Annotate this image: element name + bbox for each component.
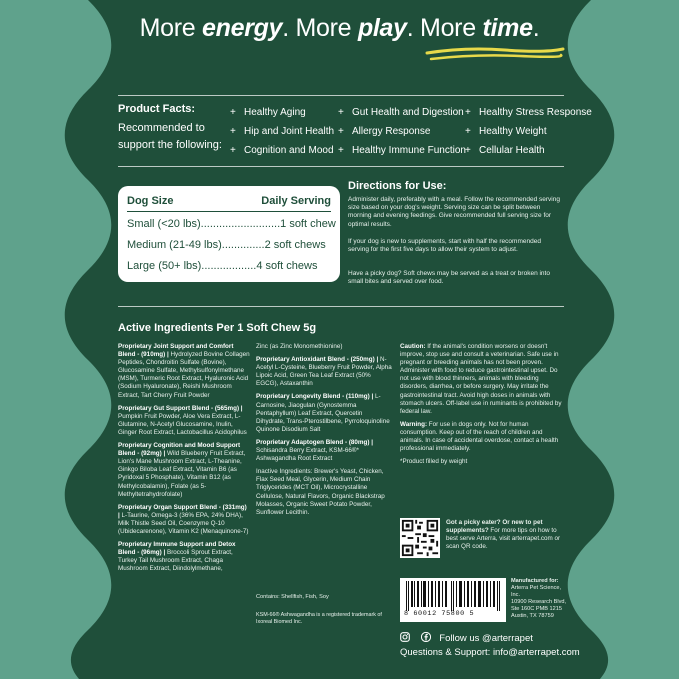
directions-paragraph-3: Have a picky dog? Soft chews may be served as a treat or broken into small bites and served over food. bbox=[348, 270, 550, 286]
divider-top bbox=[118, 95, 564, 96]
product-facts-col1 bbox=[230, 103, 334, 160]
directions-title: Directions for Use: bbox=[348, 180, 447, 192]
manufacturer-line: 10900 Research Blvd, bbox=[511, 599, 567, 605]
facebook-icon[interactable] bbox=[421, 632, 431, 642]
ingredient-blend: Proprietary Longevity Blend - (110mg) | L-Carnosine, Jiaogulan (Gynostemma Pentaphyllum) Leaf Extract, Quercetin Dihydrate, Trans-Pterostilbene, Pyrroloquinoline Quinone Disodium Salt bbox=[256, 393, 390, 433]
fact-item: + Healthy Weight bbox=[465, 122, 592, 141]
qr-code[interactable] bbox=[400, 518, 440, 558]
ingredients-col2 bbox=[256, 343, 392, 522]
product-facts-col2 bbox=[338, 103, 466, 160]
fact-item: + Allergy Response bbox=[338, 122, 466, 141]
manufacturer-line: Arterra Pet Science, Inc. bbox=[511, 585, 562, 598]
support-contact[interactable]: Questions & Support: info@arterrapet.com bbox=[400, 647, 580, 658]
fact-item: + Gut Health and Digestion bbox=[338, 103, 466, 122]
table-row: Medium (21-49 lbs)..............2 soft chews bbox=[127, 239, 326, 251]
fact-item: + Healthy Immune Function bbox=[338, 141, 466, 160]
picky-eater-note: Got a picky eater? Or new to pet supplements? For more tips on how to best serve Arterra, visit arterrapet.com or scan QR code. bbox=[446, 519, 561, 550]
header-dog-size: Dog Size bbox=[127, 195, 174, 207]
social-row bbox=[400, 632, 533, 644]
follow-us-text: Follow us @arterrapet bbox=[439, 633, 533, 644]
manufacturer-line: Ste 160C PMB 1215 bbox=[511, 606, 562, 612]
headline-time: time bbox=[482, 14, 533, 42]
ingredient-blend: Zinc (as Zinc Monomethionine) bbox=[256, 343, 343, 350]
fact-item: + Cognition and Mood bbox=[230, 141, 334, 160]
barcode-number: 8 60012 75800 5 bbox=[404, 610, 475, 618]
caution-text: Caution: If the animal's condition worsens or doesn't improve, stop use and consult a veterinarian. Safe use in pregnant or breeding animals has not been proven. Administer with food to reduce gastrointestinal upset. Do not use with blood thinners, animals with bleeding disorders, diarrhea, or before surgery. May irritate the gastrointestinal tract. Avoid high doses in animals with stomach ulcers. Off-label use in ruminants is prohibited by federal law. bbox=[400, 343, 562, 415]
fill-note: *Product filled by weight bbox=[400, 458, 468, 466]
fact-item: + Healthy Stress Response bbox=[465, 103, 592, 122]
fact-item: + Cellular Health bbox=[465, 141, 592, 160]
directions-paragraph-1: Administer daily, preferably with a meal. Follow the recommended serving size based on your dog's weight. Serving size can be split between morning and evening feedings. Give recommended full serving size for optimal results. bbox=[348, 196, 560, 228]
ksm-trademark-note: KSM-66® Ashwagandha is a registered trademark of Ixoreal Biomed Inc. bbox=[256, 612, 382, 625]
fact-item: + Hip and Joint Health bbox=[230, 122, 334, 141]
headline-play: play bbox=[357, 14, 407, 42]
product-facts-title: Product Facts: bbox=[118, 103, 196, 115]
directions-paragraph-2: If your dog is new to supplements, start with half the recommended serving for the first five days to allow their system to adjust. bbox=[348, 238, 541, 254]
fact-item: + Healthy Aging bbox=[230, 103, 334, 122]
product-facts-col3 bbox=[465, 103, 592, 160]
table-row: Small (<20 lbs)..........................1 soft chew bbox=[127, 218, 336, 230]
headline: More energy. More play. More time. bbox=[139, 14, 540, 42]
table-header-rule bbox=[127, 211, 331, 212]
ingredients-col1 bbox=[118, 343, 250, 578]
divider-lower bbox=[118, 306, 564, 307]
manufacturer-info bbox=[511, 578, 571, 620]
ingredient-blend: Proprietary Antioxidant Blend - (250mg) | N-Acetyl L-Cysteine, Blueberry Fruit Powder, Alpha Lipoic Acid, Green Tea Leaf Extract (50% EGCG), Astaxanthin bbox=[256, 356, 392, 388]
active-ingredients-title: Active Ingredients Per 1 Soft Chew 5g bbox=[118, 322, 317, 334]
barcode-bars bbox=[400, 581, 506, 613]
ingredient-blend: Proprietary Cognition and Mood Support Blend - (92mg) | Wild Blueberry Fruit Extract, Lion's Mane Mushroom Extract, L-Theanine, Ginkgo Biloba Leaf Extract, Vitamin B6 (as Pyridoxal 5 Phosphate), Vitamin B12 (as Methylcobalamin), Folate (as 5-Methyltetrahydrofolate) bbox=[118, 442, 246, 498]
table-row: Large (50+ lbs)..................4 soft chews bbox=[127, 260, 318, 272]
instagram-icon[interactable] bbox=[400, 632, 410, 642]
ingredient-blend: Proprietary Adaptogen Blend - (80mg) | Schisandra Berry Extract, KSM-66®* Ashwagandha Root Extract bbox=[256, 438, 373, 463]
manufacturer-line: Austin, TX 78759 bbox=[511, 613, 554, 619]
ingredient-blend: Proprietary Joint Support and Comfort Blend - (910mg) | Hydrolyzed Bovine Collagen Peptides, Chondroitin Sulfate (Bovine), Glucosamine Sulfate, Methylsulfonylmethane (MSM), Turmeric Root Extract, Hyaluronic Acid (Sodium Hyaluronate), Reishi Mushroom Extract, Tart Cherry Fruit Powder bbox=[118, 343, 250, 399]
dog-size-table bbox=[118, 186, 340, 282]
manufacturer-title: Manufactured for: bbox=[511, 578, 559, 584]
ingredient-blend: Proprietary Gut Support Blend - (565mg) | Pumpkin Fruit Powder, Aloe Vera Extract, L-Glutamine, N-Acetyl Glucosamine, Inulin, Ginger Root Extract, Lactobacillus Acidophilus bbox=[118, 404, 247, 436]
header-daily-serving: Daily Serving bbox=[261, 195, 331, 207]
product-facts-description: Recommended to support the following: bbox=[118, 122, 222, 151]
ingredients-col3 bbox=[400, 343, 562, 471]
contains-note: Contains: Shellfish, Fish, Soy bbox=[256, 594, 329, 600]
ingredient-blend: Proprietary Organ Support Blend - (331mg) | L-Taurine, Omega-3 (36% EPA, 24% DHA), Milk Thistle Seed Oil, Coenzyme Q-10 (Ubidecarenone), Vitamin K2 (Menaquinone-7) bbox=[118, 503, 249, 535]
warning-text: Warning: For use in dogs only. Not for human consumption. Keep out of the reach of children and animals. In case of accidental overdose, contact a health professional immediately. bbox=[400, 420, 559, 453]
headline-energy: energy bbox=[202, 14, 283, 42]
ingredient-blend: Proprietary Immune Support and Detox Blend - (96mg) | Broccoli Sprout Extract, Turkey Tail Mushroom Extract, Chaga Mushroom Extract, Diindolylmethane, bbox=[118, 541, 236, 573]
inactive-ingredients: Inactive Ingredients: Brewer's Yeast, Chicken, Flax Seed Meal, Glycerin, Medium Chain Triglycerides (MCT Oil), Microcrystalline Cellulose, Natural Flavors, Organic Blackstrap Molasses, Organic Sweet Potato Powder, Sunflower Lecithin. bbox=[256, 468, 385, 516]
headline-underline-scribble bbox=[425, 45, 565, 65]
divider-middle bbox=[118, 166, 564, 167]
